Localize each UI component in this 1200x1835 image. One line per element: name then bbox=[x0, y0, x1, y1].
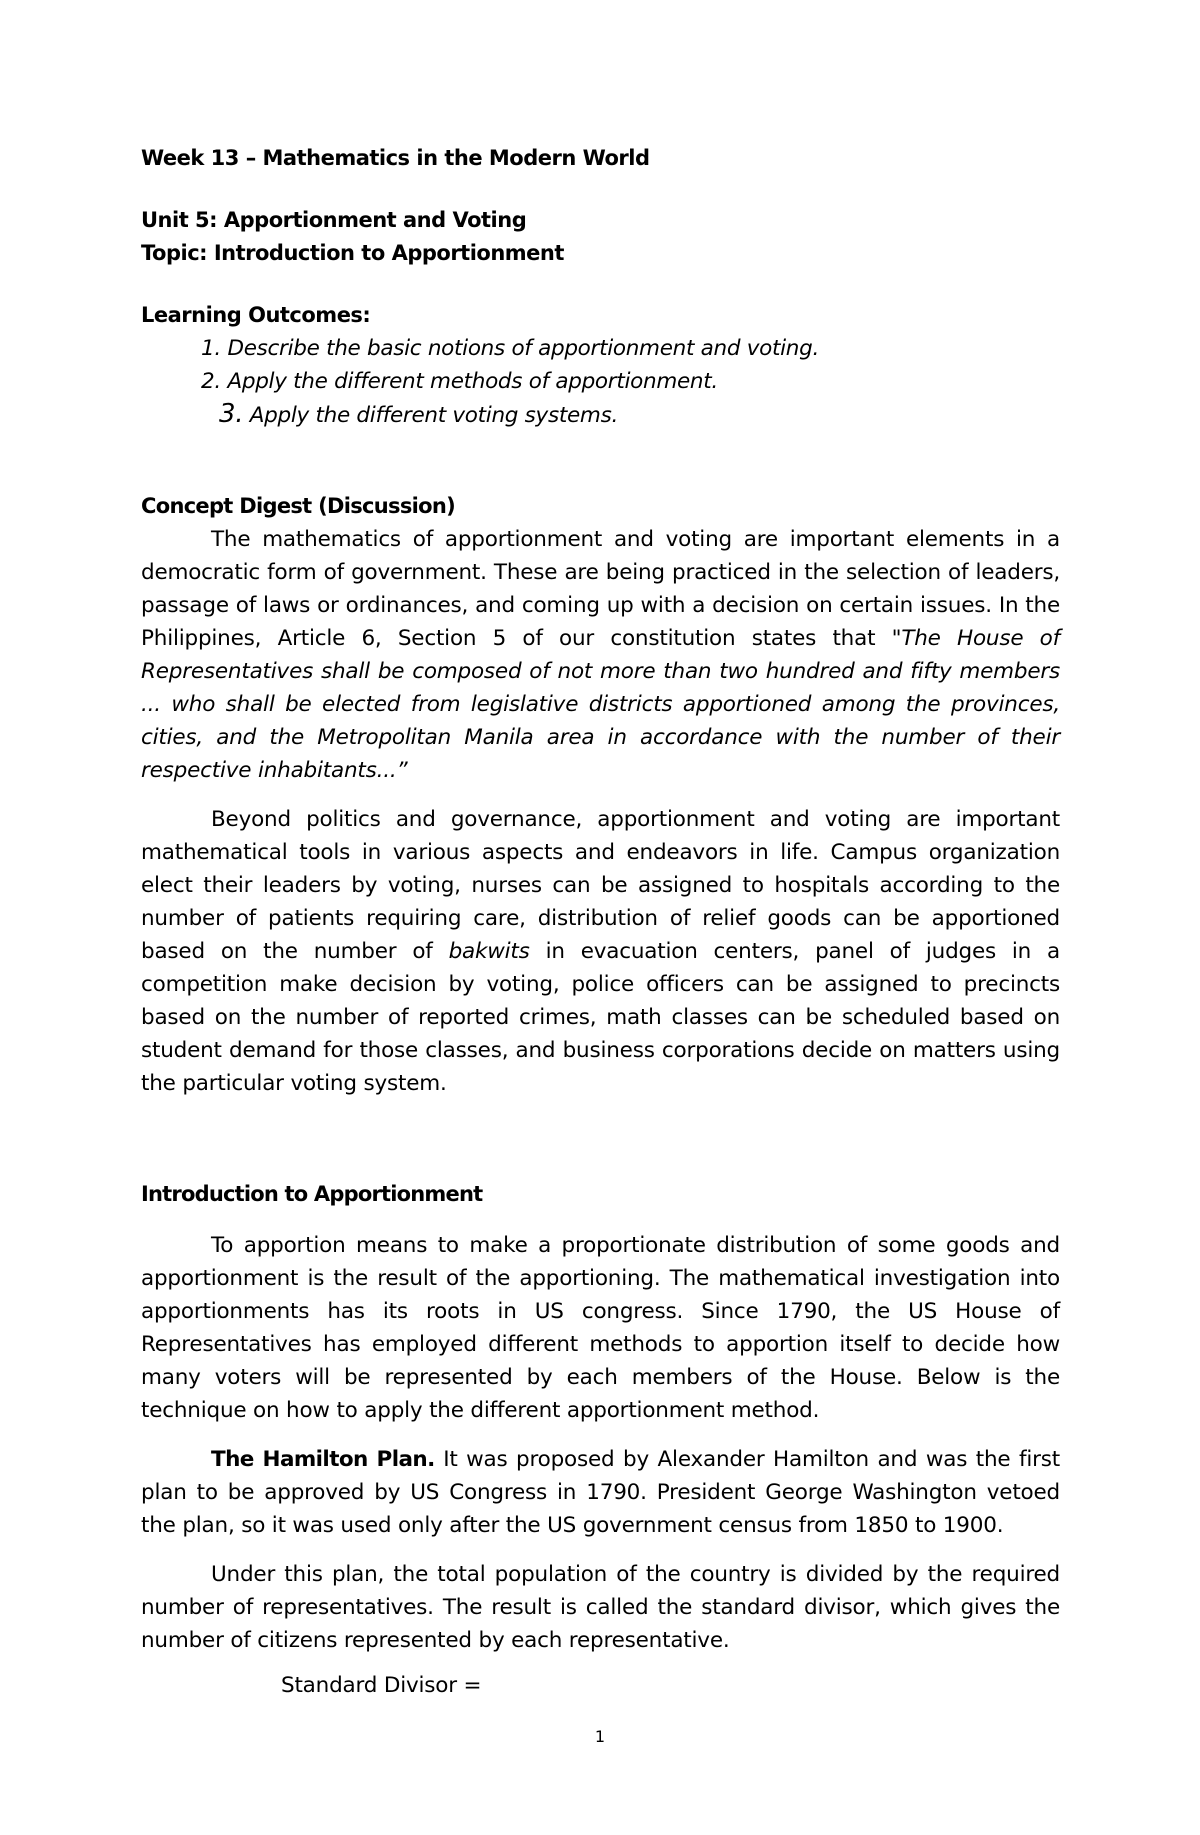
introduction-heading: Introduction to Apportionment bbox=[141, 1182, 483, 1206]
standard-divisor-formula: Standard Divisor = bbox=[281, 1673, 482, 1698]
concept-paragraph-1 bbox=[141, 523, 1060, 787]
document-page bbox=[141, 142, 1060, 1702]
outcome-item bbox=[219, 398, 1060, 432]
learning-outcomes-heading: Learning Outcomes: bbox=[141, 303, 371, 327]
intro-paragraph-1: To apportion means to make a proportionate distribution of some goods and apportionment is the result of the apportioning. The mathematical investigation into apportionments has its roots in US congress. Since 1790, the US House of Representatives has employed different methods to apportion itself to decide how many voters will be represented by each members of the House. Below is the technique on how to apply the different apportionment method. bbox=[141, 1233, 1060, 1423]
unit-heading: Unit 5: Apportionment and Voting bbox=[141, 208, 527, 232]
hamilton-paragraph bbox=[141, 1443, 1060, 1542]
outcome-text: Apply the different voting systems. bbox=[249, 403, 619, 428]
italic-term: bakwits bbox=[448, 939, 530, 964]
paragraph-text: It was proposed by Alexander Hamilton and was the first plan to be approved by US Congress in 1790. President George Washington vetoed the plan, so it was used only after the US government census from 1850 to 1900. bbox=[141, 1447, 1060, 1538]
learning-outcomes-list bbox=[141, 332, 1060, 432]
paragraph-text: The mathematics of apportionment and voting are important elements in a democratic form of government. These are being practiced in the selection of leaders, passage of laws or ordinances, and coming up with a decision on certain issues. In the Philippines, Article 6, Section 5 of our constitution states that " bbox=[141, 527, 1060, 651]
outcome-item: 2. Apply the different methods of apportionment. bbox=[201, 369, 718, 394]
page-number: 1 bbox=[594, 1727, 606, 1746]
paragraph-text: in evacuation centers, panel of judges in a competition make decision by voting, police officers can be assigned to precincts based on the number of reported crimes, math classes can be scheduled based on student demand for those classes, and business corporations decide on matters using the particular voting system. bbox=[141, 939, 1061, 1096]
document-title: Week 13 – Mathematics in the Modern World bbox=[141, 146, 650, 170]
constitution-quote: The House of Representatives shall be composed of not more than two hundred and fifty members ... who shall be elected from legislative districts apportioned among the provinces, cities, and the Metropolitan Manila area in accordance with the number of their respective inhabitants...” bbox=[141, 626, 1060, 783]
topic-heading: Topic: Introduction to Apportionment bbox=[141, 241, 564, 265]
concept-digest-heading: Concept Digest (Discussion) bbox=[141, 494, 456, 518]
intro-paragraph-3: Under this plan, the total population of the country is divided by the required number of representatives. The result is called the standard divisor, which gives the number of citizens represented by each representative. bbox=[141, 1562, 1060, 1653]
paragraph-text: Beyond politics and governance, apportionment and voting are important mathematical tools in various aspects and endeavors in life. Campus organization elect their leaders by voting, nurses can be assigned to hospitals according to the number of patients requiring care, distribution of relief goods can be apportioned based on the number of bbox=[141, 807, 1060, 964]
outcome-item: 1. Describe the basic notions of apportionment and voting. bbox=[201, 336, 819, 361]
plan-name: The Hamilton Plan. bbox=[211, 1447, 435, 1472]
outcome-number: 3. bbox=[219, 399, 244, 429]
concept-paragraph-2 bbox=[141, 803, 1060, 1100]
